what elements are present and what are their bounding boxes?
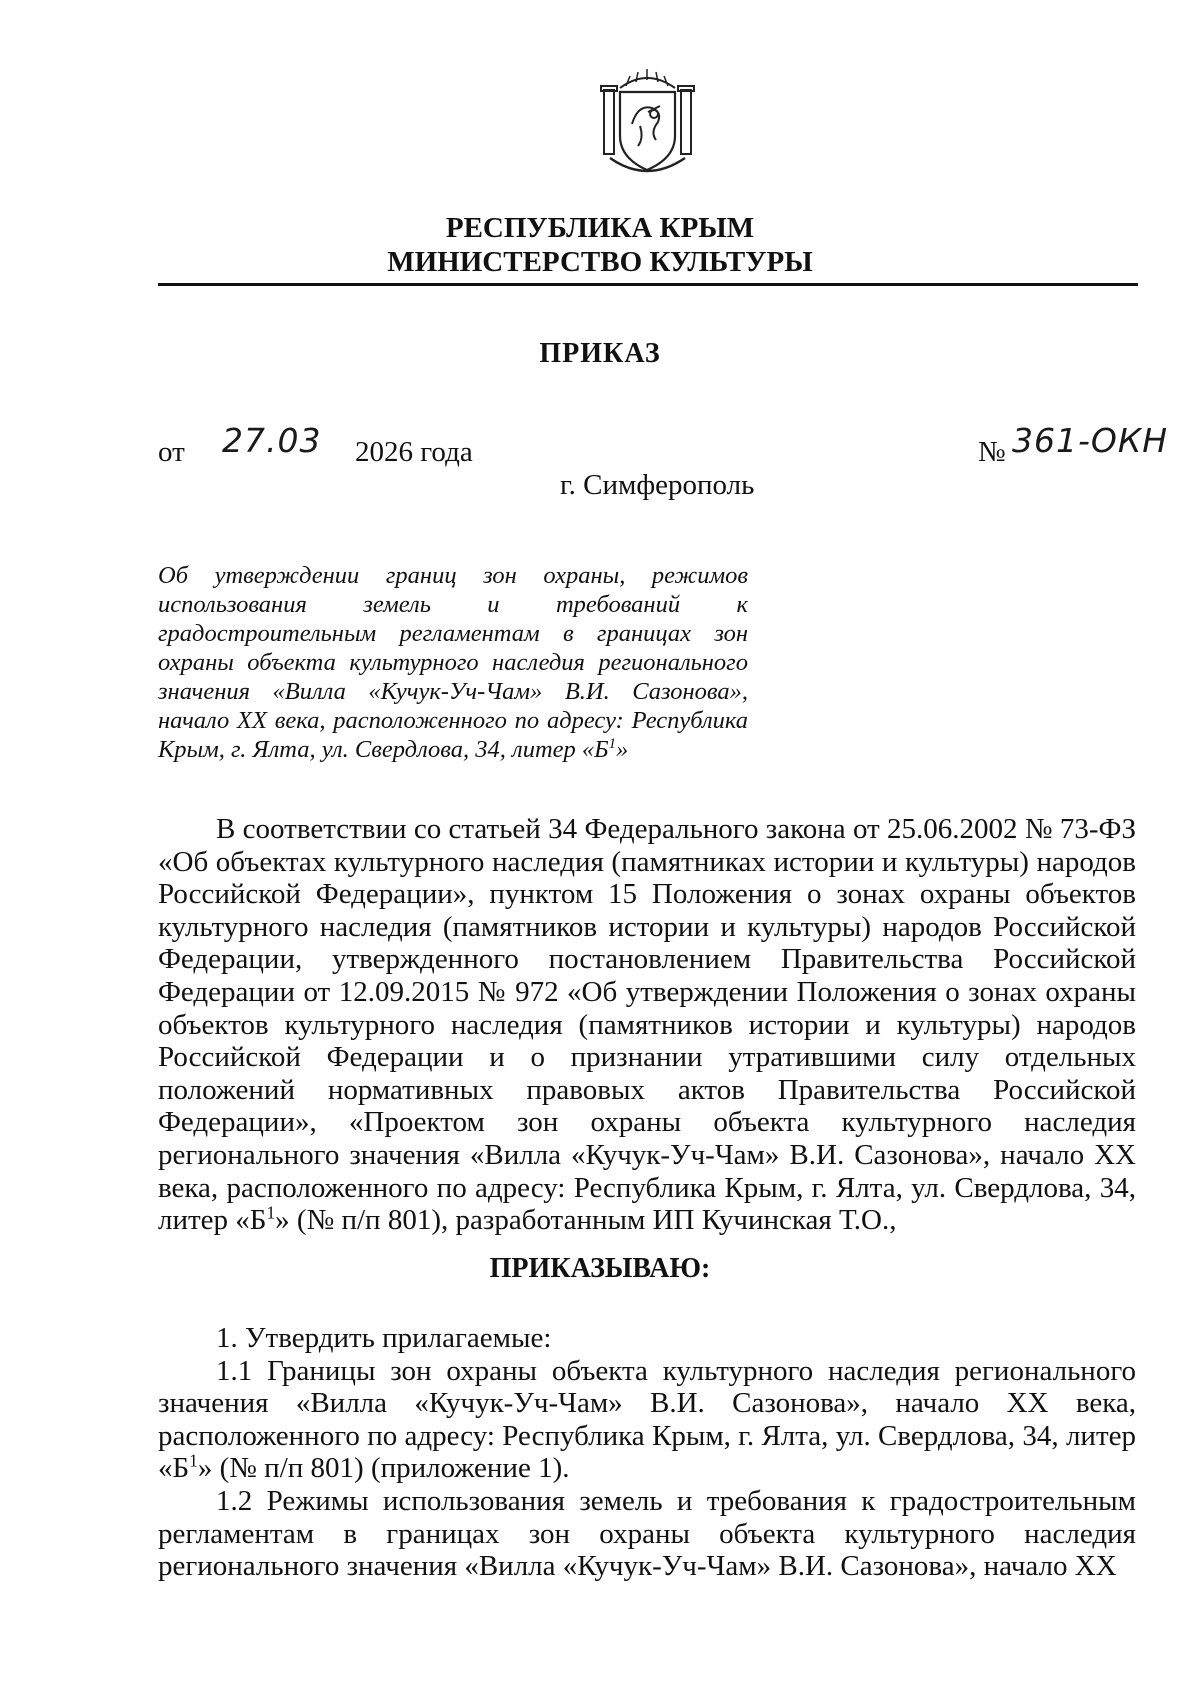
orders-heading: ПРИКАЗЫВАЮ: <box>489 1253 711 1284</box>
date-prefix: от <box>158 436 185 468</box>
preamble: В соответствии со статьей 34 Федерального закона от 25.06.2002 № 73-ФЗ «Об объектах культурного наследия (памятниках истории и культуры) народов Российской Федерации», пунктом 15 Положения о зонах охраны объектов культурного наследия (памятников истории и культуры) народов Российской Федерации, утвержденного постановлением Правительства Российской Федерации от 12.09.2015 № 972 «Об утверждении Положения о зонах охраны объектов культурного наследия (памятников истории и культуры) народов Российской Федерации и о признании утратившими силу отдельных положений нормативных правовых актов Правительства Российской Федерации», «Проектом зон охраны объекта культурного наследия регионального значения «Вилла «Кучук-Уч-Чам» В.И. Сазонова», начало XX века, расположенного по адресу: Республика Крым, г. Ялта, ул. Свердлова, 34, литер «$Б^1$» (№ п/п 801), разработанным ИП Кучинская Т.О., <box>158 813 1136 1237</box>
item-1-2: 1.2 Режимы использования земель и требования к градостроительным регламентам в границах зон охраны объекта культурного наследия регионального значения «Вилла «Кучук-Уч-Чам» В.И. Сазонова», начало XX <box>158 1484 1136 1583</box>
order-items <box>158 1322 1136 1583</box>
republic-name: РЕСПУБЛИКА КРЫМ <box>445 212 755 244</box>
document-title: Об утверждении границ зон охраны, режимов использования земель и требований к градостроительным регламентам в границах зон охраны объекта культурного наследия регионального значения «Вилла «Кучук-Уч-Чам» В.И. Сазонова», начало XX века, расположенного по адресу: Республика Крым, г. Ялта, ул. Свердлова, 34, литер «$Б^1$» <box>158 562 748 763</box>
number-prefix: № <box>978 436 1006 468</box>
item-1: 1. Утвердить прилагаемые: <box>216 1322 552 1354</box>
number-handwritten: 361-ОКН <box>1012 421 1169 460</box>
coat-of-arms-icon <box>590 66 705 181</box>
date-year: 2026 года <box>355 436 473 468</box>
date-handwritten: 27.03 <box>222 421 322 460</box>
ministry-name: МИНИСТЕРСТВО КУЛЬТУРЫ <box>387 246 813 278</box>
document-type: ПРИКАЗ <box>539 338 661 369</box>
header-divider <box>158 283 1138 286</box>
city: г. Симферополь <box>560 469 755 501</box>
item-1-1: 1.1 Границы зон охраны объекта культурного наследия регионального значения «Вилла «Кучук-Уч-Чам» В.И. Сазонова», начало XX века, расположенного по адресу: Республика Крым, г. Ялта, ул. Свердлова, 34, литер «$Б^1$» (№ п/п 801) (приложение 1). <box>158 1354 1136 1485</box>
